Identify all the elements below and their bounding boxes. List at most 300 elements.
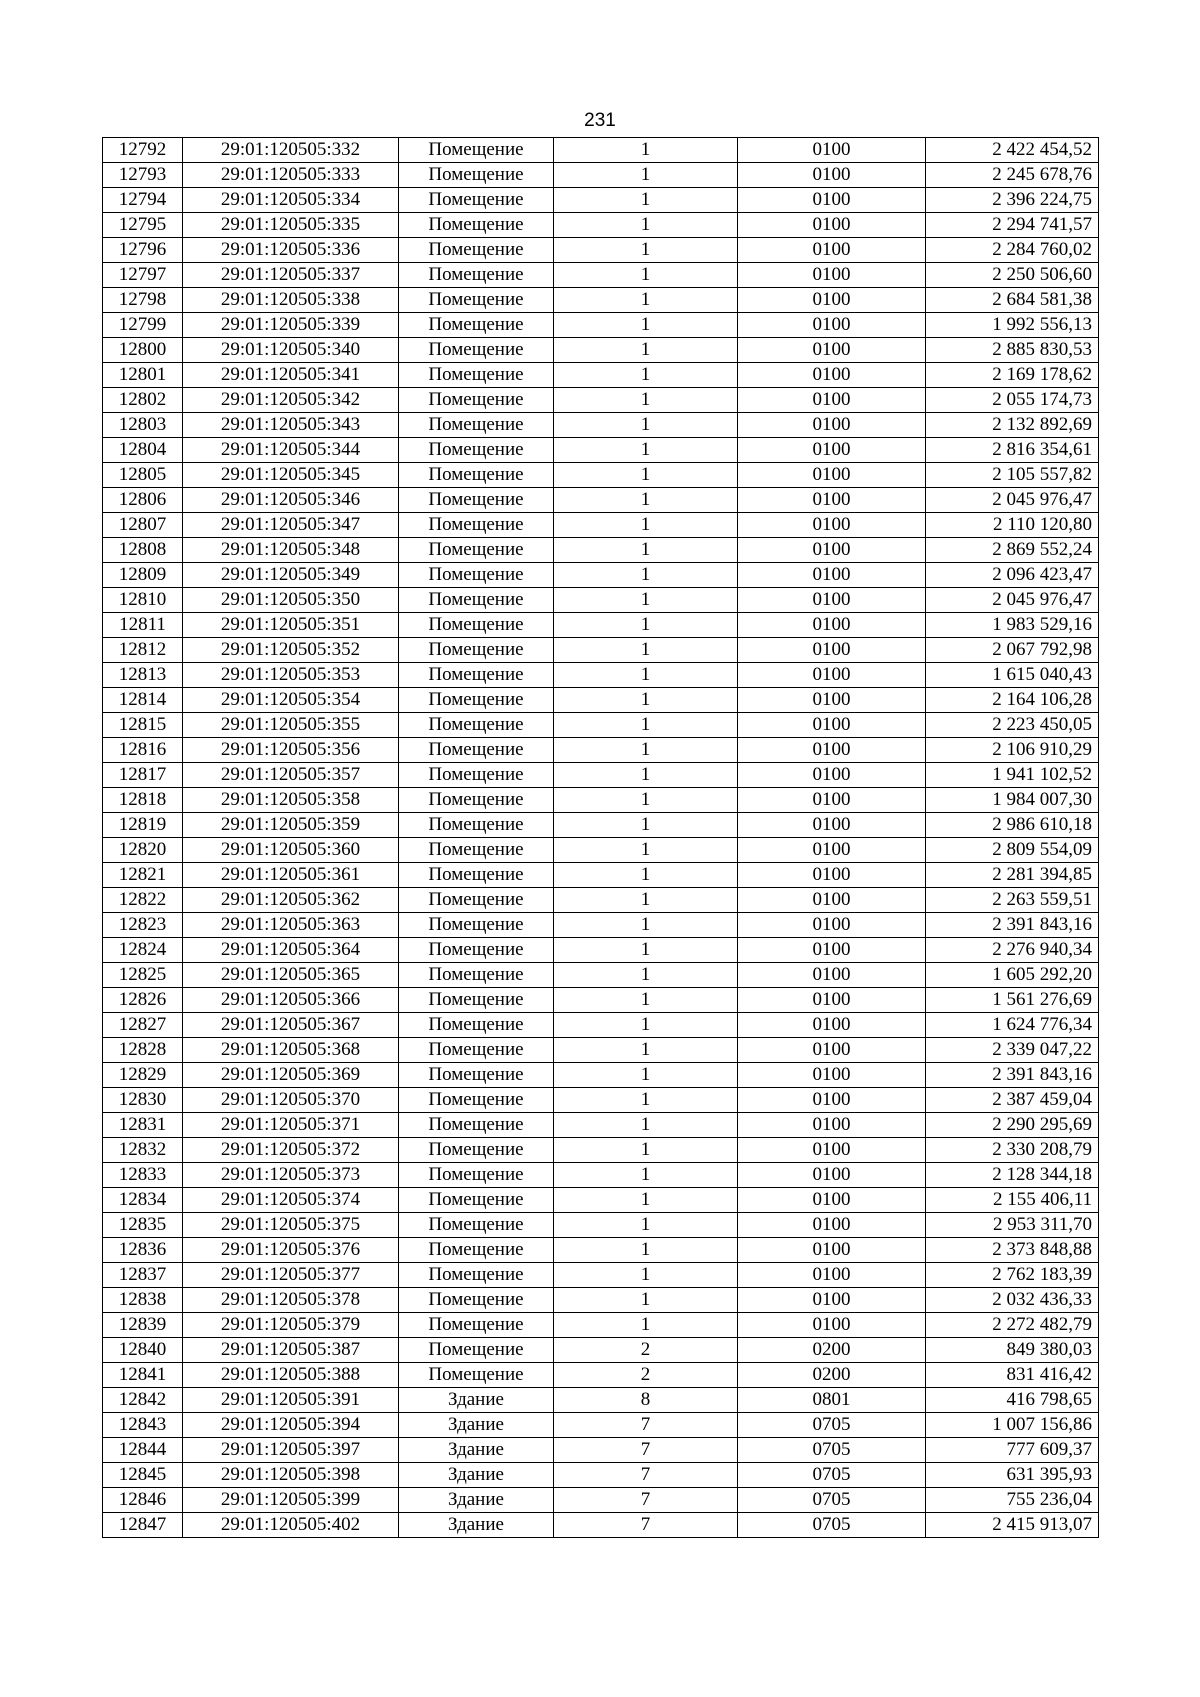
cell-cadastral-number: 29:01:120505:359 bbox=[183, 813, 399, 838]
cell-cadastral-number: 29:01:120505:362 bbox=[183, 888, 399, 913]
cell-floor-count: 1 bbox=[554, 913, 738, 938]
cell-floor-count: 2 bbox=[554, 1338, 738, 1363]
cell-purpose-code: 0801 bbox=[738, 1388, 926, 1413]
cell-cadastral-value: 2 762 183,39 bbox=[926, 1263, 1099, 1288]
cell-cadastral-number: 29:01:120505:352 bbox=[183, 638, 399, 663]
cell-object-type: Помещение bbox=[399, 363, 554, 388]
cell-row-number: 12841 bbox=[103, 1363, 183, 1388]
cell-row-number: 12809 bbox=[103, 563, 183, 588]
table-row bbox=[103, 788, 1099, 813]
cell-row-number: 12806 bbox=[103, 488, 183, 513]
cell-object-type: Помещение bbox=[399, 188, 554, 213]
cell-row-number: 12792 bbox=[103, 138, 183, 163]
cell-purpose-code: 0100 bbox=[738, 888, 926, 913]
table-row bbox=[103, 438, 1099, 463]
cell-cadastral-value: 2 128 344,18 bbox=[926, 1163, 1099, 1188]
cell-row-number: 12830 bbox=[103, 1088, 183, 1113]
table-row bbox=[103, 938, 1099, 963]
cell-purpose-code: 0100 bbox=[738, 1138, 926, 1163]
cell-floor-count: 7 bbox=[554, 1513, 738, 1538]
cell-cadastral-value: 1 983 529,16 bbox=[926, 613, 1099, 638]
cell-cadastral-value: 1 941 102,52 bbox=[926, 763, 1099, 788]
cell-purpose-code: 0100 bbox=[738, 763, 926, 788]
cell-cadastral-value: 2 110 120,80 bbox=[926, 513, 1099, 538]
cell-object-type: Помещение bbox=[399, 863, 554, 888]
table-row bbox=[103, 638, 1099, 663]
cell-cadastral-number: 29:01:120505:391 bbox=[183, 1388, 399, 1413]
cell-floor-count: 1 bbox=[554, 963, 738, 988]
cell-floor-count: 1 bbox=[554, 263, 738, 288]
cell-cadastral-value: 2 096 423,47 bbox=[926, 563, 1099, 588]
cell-cadastral-value: 1 561 276,69 bbox=[926, 988, 1099, 1013]
cell-cadastral-number: 29:01:120505:375 bbox=[183, 1213, 399, 1238]
table-row bbox=[103, 713, 1099, 738]
cell-cadastral-number: 29:01:120505:387 bbox=[183, 1338, 399, 1363]
cell-object-type: Помещение bbox=[399, 713, 554, 738]
cell-row-number: 12834 bbox=[103, 1188, 183, 1213]
cell-purpose-code: 0100 bbox=[738, 413, 926, 438]
cell-floor-count: 1 bbox=[554, 1213, 738, 1238]
cell-cadastral-number: 29:01:120505:342 bbox=[183, 388, 399, 413]
cell-cadastral-value: 2 809 554,09 bbox=[926, 838, 1099, 863]
cell-cadastral-number: 29:01:120505:397 bbox=[183, 1438, 399, 1463]
cell-purpose-code: 0100 bbox=[738, 988, 926, 1013]
table-row bbox=[103, 838, 1099, 863]
table-row bbox=[103, 338, 1099, 363]
cell-purpose-code: 0100 bbox=[738, 1038, 926, 1063]
cell-object-type: Помещение bbox=[399, 1338, 554, 1363]
cell-cadastral-value: 2 373 848,88 bbox=[926, 1238, 1099, 1263]
cell-row-number: 12794 bbox=[103, 188, 183, 213]
cell-purpose-code: 0100 bbox=[738, 563, 926, 588]
cell-cadastral-number: 29:01:120505:376 bbox=[183, 1238, 399, 1263]
cell-cadastral-number: 29:01:120505:335 bbox=[183, 213, 399, 238]
cell-object-type: Помещение bbox=[399, 563, 554, 588]
cell-floor-count: 1 bbox=[554, 863, 738, 888]
cell-cadastral-number: 29:01:120505:355 bbox=[183, 713, 399, 738]
cell-cadastral-value: 2 281 394,85 bbox=[926, 863, 1099, 888]
cell-cadastral-value: 2 032 436,33 bbox=[926, 1288, 1099, 1313]
cell-floor-count: 7 bbox=[554, 1488, 738, 1513]
table-row bbox=[103, 313, 1099, 338]
cell-cadastral-value: 2 339 047,22 bbox=[926, 1038, 1099, 1063]
cell-floor-count: 1 bbox=[554, 1088, 738, 1113]
cell-cadastral-value: 2 885 830,53 bbox=[926, 338, 1099, 363]
cell-object-type: Помещение bbox=[399, 1263, 554, 1288]
cell-purpose-code: 0200 bbox=[738, 1363, 926, 1388]
cell-row-number: 12846 bbox=[103, 1488, 183, 1513]
cell-purpose-code: 0100 bbox=[738, 313, 926, 338]
cell-row-number: 12813 bbox=[103, 663, 183, 688]
cell-cadastral-number: 29:01:120505:377 bbox=[183, 1263, 399, 1288]
cell-object-type: Помещение bbox=[399, 1138, 554, 1163]
cell-object-type: Помещение bbox=[399, 1213, 554, 1238]
cell-cadastral-value: 2 055 174,73 bbox=[926, 388, 1099, 413]
cell-purpose-code: 0100 bbox=[738, 588, 926, 613]
cell-cadastral-value: 2 132 892,69 bbox=[926, 413, 1099, 438]
cell-cadastral-value: 2 284 760,02 bbox=[926, 238, 1099, 263]
cell-cadastral-number: 29:01:120505:347 bbox=[183, 513, 399, 538]
cell-cadastral-value: 2 263 559,51 bbox=[926, 888, 1099, 913]
cell-cadastral-value: 2 106 910,29 bbox=[926, 738, 1099, 763]
table-row bbox=[103, 238, 1099, 263]
cell-object-type: Здание bbox=[399, 1463, 554, 1488]
cell-purpose-code: 0100 bbox=[738, 1113, 926, 1138]
cell-object-type: Помещение bbox=[399, 263, 554, 288]
cell-purpose-code: 0100 bbox=[738, 688, 926, 713]
cell-cadastral-number: 29:01:120505:361 bbox=[183, 863, 399, 888]
cell-purpose-code: 0100 bbox=[738, 1213, 926, 1238]
cell-purpose-code: 0100 bbox=[738, 1163, 926, 1188]
cell-row-number: 12847 bbox=[103, 1513, 183, 1538]
cell-object-type: Помещение bbox=[399, 338, 554, 363]
cell-cadastral-number: 29:01:120505:388 bbox=[183, 1363, 399, 1388]
cell-cadastral-number: 29:01:120505:365 bbox=[183, 963, 399, 988]
cell-purpose-code: 0100 bbox=[738, 713, 926, 738]
table-row bbox=[103, 1013, 1099, 1038]
cell-row-number: 12828 bbox=[103, 1038, 183, 1063]
cell-cadastral-number: 29:01:120505:354 bbox=[183, 688, 399, 713]
cell-object-type: Здание bbox=[399, 1388, 554, 1413]
cell-object-type: Помещение bbox=[399, 1013, 554, 1038]
cell-cadastral-number: 29:01:120505:333 bbox=[183, 163, 399, 188]
cell-object-type: Здание bbox=[399, 1413, 554, 1438]
cell-floor-count: 1 bbox=[554, 613, 738, 638]
cell-row-number: 12843 bbox=[103, 1413, 183, 1438]
cell-purpose-code: 0100 bbox=[738, 288, 926, 313]
cell-row-number: 12831 bbox=[103, 1113, 183, 1138]
cell-object-type: Здание bbox=[399, 1438, 554, 1463]
table-row bbox=[103, 1513, 1099, 1538]
table-row bbox=[103, 1263, 1099, 1288]
cell-floor-count: 1 bbox=[554, 1238, 738, 1263]
table-row bbox=[103, 538, 1099, 563]
cell-floor-count: 1 bbox=[554, 1113, 738, 1138]
cell-row-number: 12804 bbox=[103, 438, 183, 463]
cell-row-number: 12808 bbox=[103, 538, 183, 563]
table-row bbox=[103, 1438, 1099, 1463]
cell-row-number: 12799 bbox=[103, 313, 183, 338]
cell-cadastral-number: 29:01:120505:370 bbox=[183, 1088, 399, 1113]
table-row bbox=[103, 463, 1099, 488]
cell-cadastral-number: 29:01:120505:337 bbox=[183, 263, 399, 288]
cell-object-type: Помещение bbox=[399, 1363, 554, 1388]
table-row bbox=[103, 288, 1099, 313]
cell-cadastral-number: 29:01:120505:350 bbox=[183, 588, 399, 613]
cell-row-number: 12800 bbox=[103, 338, 183, 363]
cell-cadastral-number: 29:01:120505:334 bbox=[183, 188, 399, 213]
cell-cadastral-value: 2 169 178,62 bbox=[926, 363, 1099, 388]
cell-cadastral-number: 29:01:120505:358 bbox=[183, 788, 399, 813]
cell-row-number: 12825 bbox=[103, 963, 183, 988]
cell-floor-count: 1 bbox=[554, 788, 738, 813]
registry-table-body bbox=[103, 138, 1099, 1538]
cell-cadastral-value: 2 250 506,60 bbox=[926, 263, 1099, 288]
cell-row-number: 12832 bbox=[103, 1138, 183, 1163]
cell-cadastral-value: 2 294 741,57 bbox=[926, 213, 1099, 238]
cell-cadastral-number: 29:01:120505:399 bbox=[183, 1488, 399, 1513]
cell-purpose-code: 0100 bbox=[738, 388, 926, 413]
cell-floor-count: 1 bbox=[554, 1063, 738, 1088]
cell-row-number: 12815 bbox=[103, 713, 183, 738]
cell-cadastral-number: 29:01:120505:367 bbox=[183, 1013, 399, 1038]
table-row bbox=[103, 1238, 1099, 1263]
cell-cadastral-value: 1 605 292,20 bbox=[926, 963, 1099, 988]
table-row bbox=[103, 1413, 1099, 1438]
cell-purpose-code: 0100 bbox=[738, 863, 926, 888]
cell-cadastral-value: 1 007 156,86 bbox=[926, 1413, 1099, 1438]
cell-floor-count: 1 bbox=[554, 813, 738, 838]
cell-row-number: 12819 bbox=[103, 813, 183, 838]
table-row bbox=[103, 213, 1099, 238]
cell-row-number: 12827 bbox=[103, 1013, 183, 1038]
cell-row-number: 12801 bbox=[103, 363, 183, 388]
cell-object-type: Здание bbox=[399, 1513, 554, 1538]
cell-object-type: Помещение bbox=[399, 838, 554, 863]
cell-cadastral-number: 29:01:120505:344 bbox=[183, 438, 399, 463]
cell-cadastral-value: 1 624 776,34 bbox=[926, 1013, 1099, 1038]
cell-cadastral-number: 29:01:120505:349 bbox=[183, 563, 399, 588]
table-row bbox=[103, 1363, 1099, 1388]
cell-row-number: 12835 bbox=[103, 1213, 183, 1238]
cell-cadastral-number: 29:01:120505:340 bbox=[183, 338, 399, 363]
cell-floor-count: 1 bbox=[554, 238, 738, 263]
table-row bbox=[103, 663, 1099, 688]
cell-cadastral-value: 2 155 406,11 bbox=[926, 1188, 1099, 1213]
cell-purpose-code: 0100 bbox=[738, 513, 926, 538]
cell-cadastral-value: 631 395,93 bbox=[926, 1463, 1099, 1488]
table-row bbox=[103, 1163, 1099, 1188]
cell-cadastral-number: 29:01:120505:338 bbox=[183, 288, 399, 313]
cell-purpose-code: 0100 bbox=[738, 1238, 926, 1263]
cell-cadastral-value: 777 609,37 bbox=[926, 1438, 1099, 1463]
cell-row-number: 12821 bbox=[103, 863, 183, 888]
cell-purpose-code: 0200 bbox=[738, 1338, 926, 1363]
cell-floor-count: 1 bbox=[554, 1013, 738, 1038]
cell-cadastral-number: 29:01:120505:357 bbox=[183, 763, 399, 788]
cell-cadastral-number: 29:01:120505:348 bbox=[183, 538, 399, 563]
cell-purpose-code: 0100 bbox=[738, 738, 926, 763]
table-row bbox=[103, 513, 1099, 538]
cell-purpose-code: 0100 bbox=[738, 538, 926, 563]
cell-purpose-code: 0100 bbox=[738, 363, 926, 388]
cell-purpose-code: 0100 bbox=[738, 838, 926, 863]
cell-cadastral-value: 2 816 354,61 bbox=[926, 438, 1099, 463]
cell-purpose-code: 0100 bbox=[738, 1063, 926, 1088]
cell-object-type: Помещение bbox=[399, 813, 554, 838]
cell-cadastral-value: 2 223 450,05 bbox=[926, 713, 1099, 738]
cell-row-number: 12805 bbox=[103, 463, 183, 488]
table-row bbox=[103, 763, 1099, 788]
cell-object-type: Помещение bbox=[399, 1163, 554, 1188]
cell-row-number: 12816 bbox=[103, 738, 183, 763]
cell-floor-count: 1 bbox=[554, 888, 738, 913]
cell-cadastral-value: 2 245 678,76 bbox=[926, 163, 1099, 188]
registry-table bbox=[102, 137, 1099, 1538]
table-row bbox=[103, 1313, 1099, 1338]
cell-floor-count: 1 bbox=[554, 213, 738, 238]
table-row bbox=[103, 363, 1099, 388]
cell-row-number: 12839 bbox=[103, 1313, 183, 1338]
cell-cadastral-number: 29:01:120505:343 bbox=[183, 413, 399, 438]
cell-row-number: 12807 bbox=[103, 513, 183, 538]
cell-purpose-code: 0100 bbox=[738, 663, 926, 688]
cell-row-number: 12844 bbox=[103, 1438, 183, 1463]
cell-floor-count: 1 bbox=[554, 338, 738, 363]
table-row bbox=[103, 1063, 1099, 1088]
table-row bbox=[103, 1188, 1099, 1213]
cell-row-number: 12845 bbox=[103, 1463, 183, 1488]
cell-purpose-code: 0100 bbox=[738, 238, 926, 263]
cell-object-type: Помещение bbox=[399, 163, 554, 188]
cell-purpose-code: 0100 bbox=[738, 1288, 926, 1313]
cell-floor-count: 7 bbox=[554, 1463, 738, 1488]
cell-purpose-code: 0705 bbox=[738, 1513, 926, 1538]
cell-cadastral-value: 1 984 007,30 bbox=[926, 788, 1099, 813]
cell-object-type: Помещение bbox=[399, 763, 554, 788]
cell-purpose-code: 0100 bbox=[738, 1088, 926, 1113]
cell-floor-count: 1 bbox=[554, 588, 738, 613]
cell-row-number: 12796 bbox=[103, 238, 183, 263]
table-row bbox=[103, 1338, 1099, 1363]
cell-object-type: Помещение bbox=[399, 738, 554, 763]
cell-row-number: 12840 bbox=[103, 1338, 183, 1363]
cell-cadastral-number: 29:01:120505:366 bbox=[183, 988, 399, 1013]
cell-floor-count: 1 bbox=[554, 463, 738, 488]
cell-cadastral-value: 2 067 792,98 bbox=[926, 638, 1099, 663]
cell-floor-count: 1 bbox=[554, 1038, 738, 1063]
table-row bbox=[103, 1388, 1099, 1413]
cell-row-number: 12812 bbox=[103, 638, 183, 663]
cell-floor-count: 1 bbox=[554, 638, 738, 663]
cell-cadastral-value: 1 992 556,13 bbox=[926, 313, 1099, 338]
cell-row-number: 12817 bbox=[103, 763, 183, 788]
cell-cadastral-value: 2 164 106,28 bbox=[926, 688, 1099, 713]
cell-purpose-code: 0100 bbox=[738, 338, 926, 363]
cell-purpose-code: 0100 bbox=[738, 438, 926, 463]
cell-floor-count: 1 bbox=[554, 688, 738, 713]
cell-object-type: Помещение bbox=[399, 1038, 554, 1063]
cell-row-number: 12797 bbox=[103, 263, 183, 288]
cell-purpose-code: 0100 bbox=[738, 463, 926, 488]
cell-object-type: Помещение bbox=[399, 238, 554, 263]
cell-floor-count: 1 bbox=[554, 288, 738, 313]
cell-floor-count: 1 bbox=[554, 438, 738, 463]
cell-object-type: Помещение bbox=[399, 313, 554, 338]
table-row bbox=[103, 1038, 1099, 1063]
cell-cadastral-number: 29:01:120505:373 bbox=[183, 1163, 399, 1188]
cell-row-number: 12824 bbox=[103, 938, 183, 963]
cell-row-number: 12838 bbox=[103, 1288, 183, 1313]
cell-cadastral-value: 2 272 482,79 bbox=[926, 1313, 1099, 1338]
cell-cadastral-value: 2 396 224,75 bbox=[926, 188, 1099, 213]
cell-cadastral-number: 29:01:120505:351 bbox=[183, 613, 399, 638]
cell-purpose-code: 0705 bbox=[738, 1463, 926, 1488]
table-row bbox=[103, 688, 1099, 713]
cell-cadastral-number: 29:01:120505:368 bbox=[183, 1038, 399, 1063]
cell-floor-count: 1 bbox=[554, 1263, 738, 1288]
cell-object-type: Помещение bbox=[399, 663, 554, 688]
cell-purpose-code: 0100 bbox=[738, 638, 926, 663]
cell-cadastral-value: 2 391 843,16 bbox=[926, 913, 1099, 938]
cell-cadastral-number: 29:01:120505:341 bbox=[183, 363, 399, 388]
cell-purpose-code: 0100 bbox=[738, 213, 926, 238]
cell-row-number: 12802 bbox=[103, 388, 183, 413]
cell-purpose-code: 0100 bbox=[738, 813, 926, 838]
cell-purpose-code: 0100 bbox=[738, 938, 926, 963]
cell-cadastral-value: 2 045 976,47 bbox=[926, 488, 1099, 513]
cell-floor-count: 2 bbox=[554, 1363, 738, 1388]
cell-object-type: Помещение bbox=[399, 788, 554, 813]
cell-object-type: Помещение bbox=[399, 288, 554, 313]
cell-cadastral-number: 29:01:120505:374 bbox=[183, 1188, 399, 1213]
cell-floor-count: 7 bbox=[554, 1438, 738, 1463]
cell-object-type: Помещение bbox=[399, 438, 554, 463]
cell-purpose-code: 0100 bbox=[738, 188, 926, 213]
cell-cadastral-value: 2 684 581,38 bbox=[926, 288, 1099, 313]
cell-object-type: Помещение bbox=[399, 413, 554, 438]
cell-row-number: 12822 bbox=[103, 888, 183, 913]
cell-floor-count: 7 bbox=[554, 1413, 738, 1438]
cell-cadastral-number: 29:01:120505:360 bbox=[183, 838, 399, 863]
cell-object-type: Помещение bbox=[399, 538, 554, 563]
cell-cadastral-number: 29:01:120505:372 bbox=[183, 1138, 399, 1163]
cell-object-type: Помещение bbox=[399, 513, 554, 538]
cell-purpose-code: 0100 bbox=[738, 788, 926, 813]
cell-cadastral-value: 2 290 295,69 bbox=[926, 1113, 1099, 1138]
cell-cadastral-number: 29:01:120505:369 bbox=[183, 1063, 399, 1088]
cell-row-number: 12833 bbox=[103, 1163, 183, 1188]
table-row bbox=[103, 188, 1099, 213]
page-number: 231 bbox=[584, 110, 616, 131]
table-row bbox=[103, 1463, 1099, 1488]
cell-floor-count: 1 bbox=[554, 738, 738, 763]
cell-cadastral-number: 29:01:120505:398 bbox=[183, 1463, 399, 1488]
cell-cadastral-number: 29:01:120505:346 bbox=[183, 488, 399, 513]
cell-row-number: 12829 bbox=[103, 1063, 183, 1088]
cell-object-type: Помещение bbox=[399, 988, 554, 1013]
table-row bbox=[103, 1488, 1099, 1513]
cell-row-number: 12820 bbox=[103, 838, 183, 863]
cell-cadastral-value: 2 105 557,82 bbox=[926, 463, 1099, 488]
table-row bbox=[103, 563, 1099, 588]
cell-purpose-code: 0100 bbox=[738, 1313, 926, 1338]
table-row bbox=[103, 863, 1099, 888]
table-row bbox=[103, 888, 1099, 913]
cell-floor-count: 1 bbox=[554, 538, 738, 563]
cell-floor-count: 1 bbox=[554, 713, 738, 738]
cell-object-type: Помещение bbox=[399, 138, 554, 163]
cell-cadastral-value: 849 380,03 bbox=[926, 1338, 1099, 1363]
cell-cadastral-number: 29:01:120505:402 bbox=[183, 1513, 399, 1538]
cell-row-number: 12798 bbox=[103, 288, 183, 313]
cell-cadastral-number: 29:01:120505:364 bbox=[183, 938, 399, 963]
table-row bbox=[103, 963, 1099, 988]
cell-cadastral-value: 2 415 913,07 bbox=[926, 1513, 1099, 1538]
cell-object-type: Помещение bbox=[399, 1313, 554, 1338]
cell-cadastral-value: 831 416,42 bbox=[926, 1363, 1099, 1388]
cell-object-type: Помещение bbox=[399, 488, 554, 513]
cell-row-number: 12803 bbox=[103, 413, 183, 438]
cell-cadastral-value: 416 798,65 bbox=[926, 1388, 1099, 1413]
cell-row-number: 12810 bbox=[103, 588, 183, 613]
cell-cadastral-value: 755 236,04 bbox=[926, 1488, 1099, 1513]
cell-object-type: Здание bbox=[399, 1488, 554, 1513]
table-row bbox=[103, 738, 1099, 763]
cell-object-type: Помещение bbox=[399, 1238, 554, 1263]
cell-floor-count: 1 bbox=[554, 513, 738, 538]
cell-purpose-code: 0100 bbox=[738, 263, 926, 288]
